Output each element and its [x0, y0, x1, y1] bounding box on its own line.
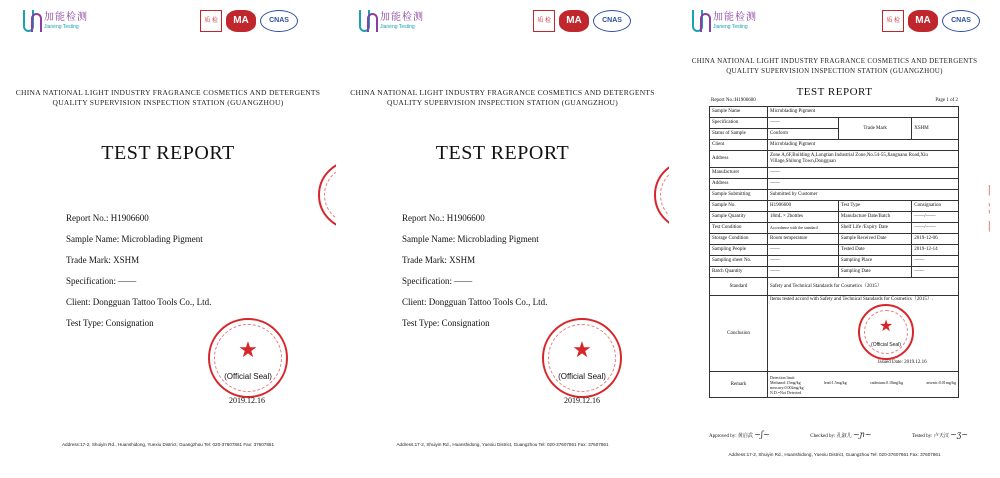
- report-fields: [66, 208, 211, 334]
- table-row: Remark Detection limit: Methanol:15mg/kg lead:1.5mg/kg cadmium:0.18mg/kg arsenic:0.01mg/kg mercury:0.002mg/kg N.D.=Not Detected: [710, 372, 959, 398]
- seal-star-icon: ★: [878, 317, 894, 335]
- specification: Specification: ——: [66, 276, 137, 286]
- page-title: TEST REPORT: [435, 142, 570, 164]
- logo-english-text: Jianeng Testing: [713, 23, 748, 30]
- station-name: CHINA NATIONAL LIGHT INDUSTRY FRAGRANCE COSMETICS AND DETERGENTS QUALITY SUPERVISION INSPECTION STATION (GUANGZHOU): [15, 88, 321, 107]
- table-row: Status of Sample Conform: [710, 129, 959, 140]
- footer-address: Address:17-2, Shuiyin Rd., Huanshidong, Yuexiu District, Guangzhou Tel: 020-37607861 Fax: 37607861: [396, 442, 609, 447]
- seal-star-icon: ★: [572, 337, 592, 363]
- table-row: Sample No. H1906600 Test Type Consignation: [710, 201, 959, 212]
- table-row: Sample Name Microblading Pigment: [710, 107, 959, 118]
- client: Client: Dongguan Tattoo Tools Co., Ltd.: [66, 297, 212, 307]
- logo-chinese-text: 加能检测: [713, 11, 757, 23]
- table-row: Sample Quantity 18mL × 2bottles Manufacture Date/Batch ——/——: [710, 212, 959, 223]
- table-row: Sampling sheet No. —— Sampling Place ——: [710, 256, 959, 267]
- page-title: TEST REPORT: [796, 86, 873, 98]
- tested-by: Tested by: 卢天汉 ~ʒ~: [911, 430, 968, 439]
- report-cover-page-1: [0, 0, 336, 478]
- client: Client: Dongguan Tattoo Tools Co., Ltd.: [402, 297, 548, 307]
- signature-line: [709, 430, 968, 439]
- test-type: Test Type: Consignation: [402, 318, 490, 328]
- cma-mark-icon: MA: [226, 10, 256, 32]
- certification-marks: [200, 10, 298, 32]
- cnas-mark-icon: CNAS: [593, 10, 631, 32]
- test-type: Test Type: Consignation: [66, 318, 154, 328]
- edge-seal: [654, 160, 669, 230]
- checked-signature-icon: ~ɲ~: [852, 430, 872, 439]
- cma-mark-icon: MA: [559, 10, 589, 32]
- certification-marks: [533, 10, 631, 32]
- footer-address: Address:17-2, Shuiyin Rd., Huanshidong, Yuexiu District, Guangzhou Tel: 020-37607861 Fax: 37607861: [61, 442, 275, 447]
- page-title: TEST REPORT: [101, 142, 235, 164]
- trade-mark: Trade Mark: XSHM: [402, 255, 476, 265]
- letterhead: [0, 8, 336, 36]
- table-row: Client Microblading Pigment: [710, 140, 959, 151]
- seal-star-icon: ★: [238, 337, 258, 363]
- approved-by: Approved by: 黄启武 ~ʃ~: [709, 430, 770, 439]
- approved-signature-icon: ~ʃ~: [754, 430, 770, 439]
- jianeng-logo-icon: [22, 10, 40, 32]
- table-row: Conclusion Items tested accord with Safety and Technical Standards for Cosmetics（2015）. ★ (Official Seal) Issued Date: 2019.12.16: [710, 296, 959, 372]
- table-row: Standard Safety and Technical Standards for Cosmetics（2015）: [710, 278, 959, 296]
- specification: Specification: ——: [402, 276, 473, 286]
- cnas-mark-icon: CNAS: [260, 10, 298, 32]
- report-date: 2019.12.16: [229, 396, 265, 405]
- report-date: 2019.12.16: [564, 396, 600, 405]
- seal-caption: (Official Seal): [224, 372, 272, 381]
- sample-name: Sample Name: Microblading Pigment: [402, 234, 539, 244]
- edge-seal: [318, 160, 336, 230]
- report-no: Report No.: H1906600: [66, 213, 149, 223]
- certification-marks: [882, 10, 980, 32]
- logo-english-text: Jianeng Testing: [44, 23, 79, 30]
- report-table: [709, 106, 959, 398]
- report-no: Report No.: H1906600: [402, 213, 485, 223]
- table-row: Batch Quantity —— Sampling Date ——: [710, 267, 959, 278]
- official-seal: [542, 318, 622, 398]
- table-row: Specification —— Trade Mark XSHM: [710, 118, 959, 129]
- company-logo: [358, 10, 424, 32]
- table-row: Sampling People —— Tested Date 2019-12-14: [710, 245, 959, 256]
- company-logo: [22, 10, 88, 32]
- official-seal: ★ (Official Seal): [858, 304, 914, 360]
- table-row: Sample Submitting Submitted by Customer: [710, 190, 959, 201]
- letterhead: [669, 8, 1000, 36]
- table-row: Test Condition Accordance with the standard Shelf Life /Expiry Date ——/——: [710, 223, 959, 234]
- quality-cert-icon: 质 检: [533, 10, 555, 32]
- trade-mark: Trade Mark: XSHM: [66, 255, 140, 265]
- logo-english-text: Jianeng Testing: [380, 23, 415, 30]
- official-seal: [208, 318, 288, 398]
- tested-signature-icon: ~ʒ~: [950, 430, 968, 439]
- footer-address: Address:17-2, Shuiyin Rd., Huanshidong, Yuexiu District, Guangzhou Tel: 020-37607861 Fax: 37607861: [728, 452, 941, 457]
- cma-mark-icon: MA: [908, 10, 938, 32]
- report-detail-page: [669, 0, 1000, 478]
- issued-date: Issued Date: 2019.12.16: [878, 360, 927, 365]
- page-number: Page 1 of 2: [935, 98, 958, 103]
- quality-cert-icon: 质 检: [200, 10, 222, 32]
- report-fields: [402, 208, 547, 334]
- seal-caption: (Official Seal): [558, 372, 606, 381]
- company-logo: [691, 10, 757, 32]
- sample-name: Sample Name: Microblading Pigment: [66, 234, 203, 244]
- station-name: CHINA NATIONAL LIGHT INDUSTRY FRAGRANCE COSMETICS AND DETERGENTS QUALITY SUPERVISION INSPECTION STATION (GUANGZHOU): [691, 57, 978, 75]
- table-row: Manufacturer ——: [710, 168, 959, 179]
- jianeng-logo-icon: [691, 10, 709, 32]
- logo-chinese-text: 加能检测: [44, 11, 88, 23]
- report-no: Report No.:H1906600: [711, 98, 756, 103]
- checked-by: Checked by: 孔淑儿 ~ɲ~: [810, 430, 872, 439]
- report-cover-page-2: [336, 0, 669, 478]
- quality-cert-icon: 质 检: [882, 10, 904, 32]
- table-row: Storage Condition Room temperature Sample Received Date 2019-12-06: [710, 234, 959, 245]
- station-name: CHINA NATIONAL LIGHT INDUSTRY FRAGRANCE COSMETICS AND DETERGENTS QUALITY SUPERVISION INSPECTION STATION (GUANGZHOU): [350, 88, 655, 107]
- table-row: Address ——: [710, 179, 959, 190]
- jianeng-logo-icon: [358, 10, 376, 32]
- table-row: Address Zone A,6F,Building A,Longtian Industrial Zone,No.54-55,Jiangnanu Road,Xiu Village,Shilong Town,Dongguan: [710, 151, 959, 168]
- conclusion-text: Items tested accord with Safety and Technical Standards for Cosmetics（2015）.: [770, 297, 934, 302]
- report-header-line: [711, 98, 958, 103]
- cnas-mark-icon: CNAS: [942, 10, 980, 32]
- letterhead: [336, 8, 669, 36]
- logo-chinese-text: 加能检测: [380, 11, 424, 23]
- edge-seal-marks: | ¦ |: [988, 182, 991, 232]
